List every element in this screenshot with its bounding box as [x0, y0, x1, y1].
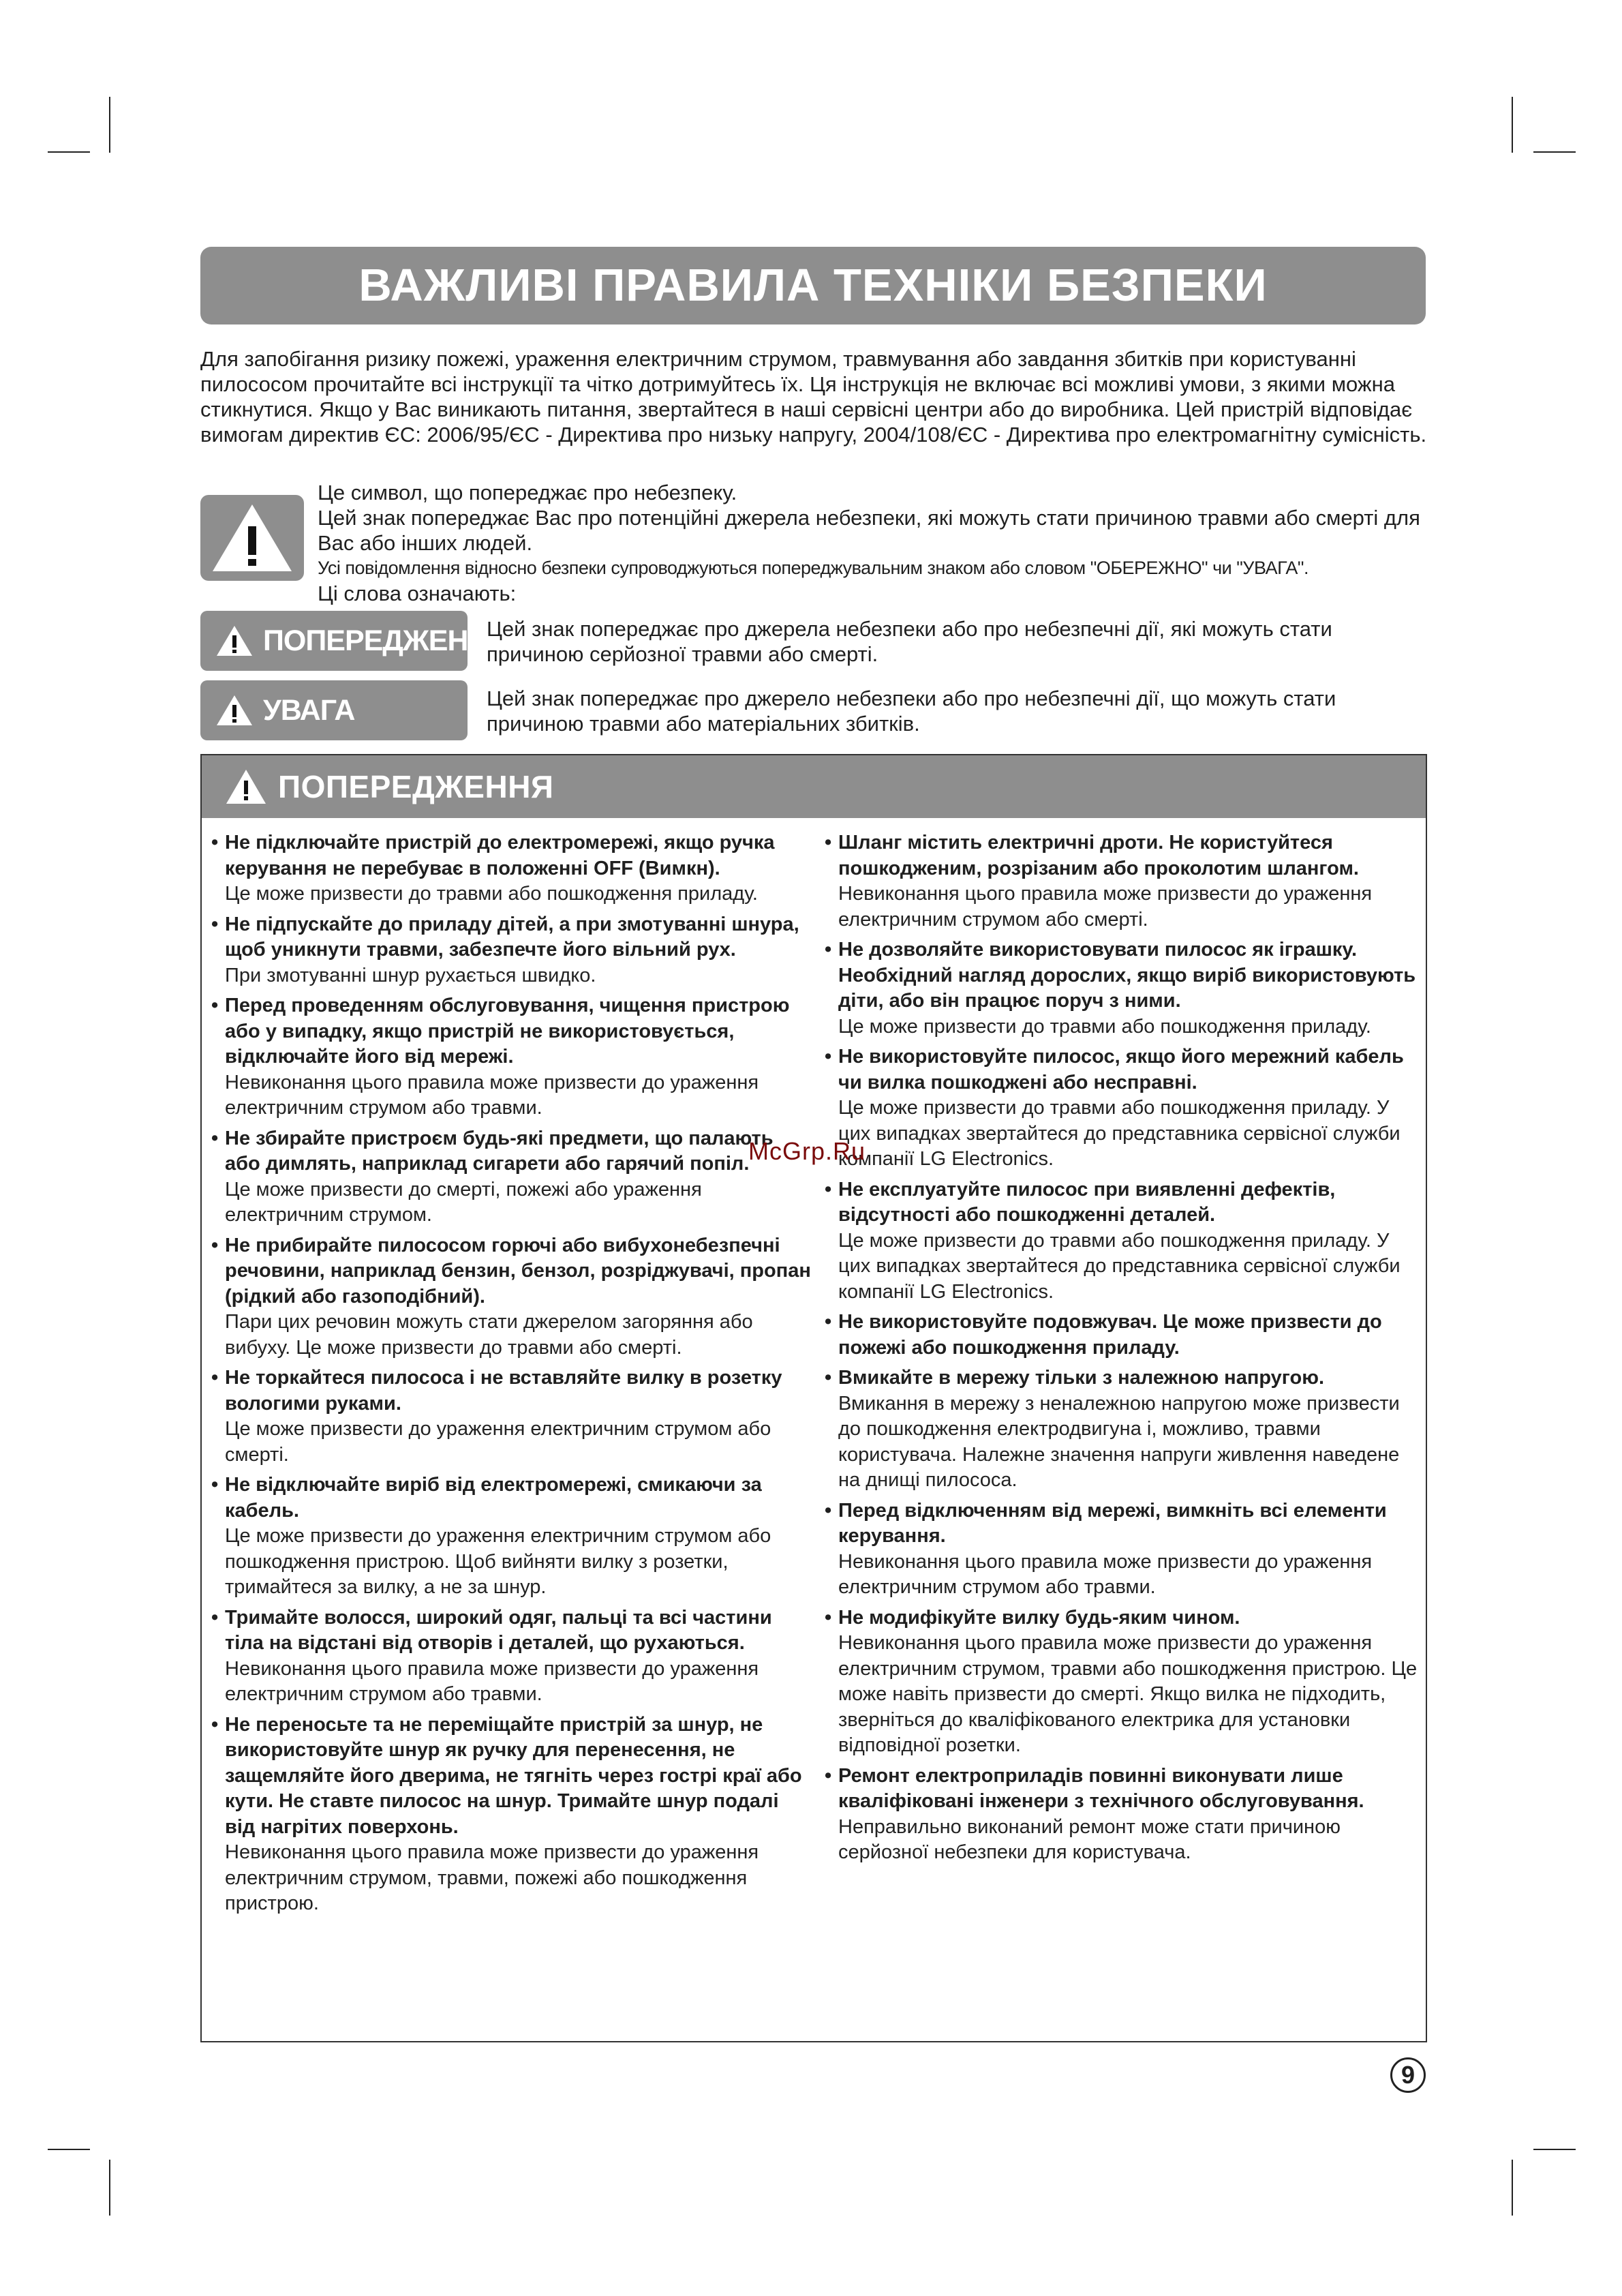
list-item: • Не переносьте та не переміщайте пристрій за шнур, не використовуйте шнур як ручку для перенесення, не защемляйте його дверима, не тягніть через гострі краї або кути. Не ставте пилосос на шнур. Тримайте шнур подалі від нагрітих поверхонь. Невиконання цього правила може призвести до ураження електричним струмом, травми, пожежі або пошкодження пристрою. [211, 1713, 802, 1914]
list-item: • Перед відключенням від мережі, вимкніть всі елементи керування. Невиконання цього правила може призвести до ураження електричним струмом або травми. [825, 1499, 1387, 1598]
crop-mark [1533, 151, 1576, 153]
symbol-explanation [318, 480, 1435, 606]
badge-label: ПОПЕРЕДЖЕННЯ [263, 624, 509, 657]
list-item: • Не експлуатуйте пилосос при виявленні дефектів, відсутності або пошкодженні деталей. Це може призвести до травми або пошкодження приладу. У цих випадках звертайтеся до представника сервісної служби компанії LG Electronics. [825, 1178, 1401, 1303]
list-item: • Не підключайте пристрій до електромережі, якщо ручка керування не перебуває в положенні OFF (Вимкн). Це може призвести до травми або пошкодження приладу. [211, 832, 775, 905]
symbol-line: Ці слова означають: [318, 581, 517, 605]
list-item: • Не торкайтеся пилососа і не вставляйте вилку в розетку вологими руками. Це може призвести до ураження електричним струмом або смерті. [211, 1367, 782, 1466]
crop-mark [109, 2160, 110, 2216]
watermark: McGrp.Ru [748, 1137, 866, 1165]
badge-description: Цей знак попереджає про джерело небезпеки або про небезпечні дії, що можуть стати причиною травми або матеріальних збитків. [487, 686, 1336, 736]
symbol-line: Це символ, що попереджає про небезпеку. [318, 481, 737, 504]
crop-mark [1533, 2149, 1576, 2150]
warning-column-left [210, 830, 811, 1922]
list-item: • Не відключайте виріб від електромережі, смикаючи за кабель. Це може призвести до ураження електричним струмом або пошкодження пристрою. Щоб вийняти вилку з розетки, тримайтеся за вилку, а не за шнур. [211, 1474, 771, 1598]
list-item: • Не прибирайте пилососом горючі або вибухонебезпечні речовини, наприклад бензин, бензол, розріджувачі, пропан (рідкий або газоподібний). Пари цих речовин можуть стати джерелом загоряння або вибуху. Це може призвести до травми або смерті. [211, 1234, 811, 1359]
badge-caution [200, 680, 468, 740]
badge-label: УВАГА [263, 693, 355, 727]
warning-section [200, 754, 1427, 2042]
crop-mark [1512, 97, 1513, 153]
list-item: • Не підпускайте до приладу дітей, а при змотуванні шнура, щоб уникнути травми, забезпечте його вільний рух. При змотуванні шнур рухається швидко. [211, 913, 799, 986]
warning-triangle-icon [215, 694, 254, 727]
list-item: • Тримайте волосся, широкий одяг, пальці та всі частини тіла на відстані від отворів і деталей, що рухаються. Невиконання цього правила може призвести до ураження електричним струмом або травми. [211, 1606, 772, 1705]
badge-description: Цей знак попереджає про джерела небезпеки або про небезпечні дії, які можуть стати причиною серйозної травми або смерті. [487, 617, 1332, 666]
symbol-line: Усі повідомлення відносно безпеки супроводжуються попереджувальним знаком або словом "ОБЕРЕЖНО" чи "УВАГА". [318, 558, 1309, 578]
crop-mark [48, 2149, 90, 2150]
list-item: • Перед проведенням обслуговування, чищення пристрою або у випадку, якщо пристрій не використовується, відключайте його від мережі. Невиконання цього правила може призвести до ураження електричним струмом або травми. [211, 995, 790, 1119]
warning-section-header [202, 755, 1426, 818]
badge-warning [200, 611, 509, 671]
crop-mark [1512, 2160, 1513, 2216]
page-number: 9 [1390, 2057, 1426, 2093]
list-item: • Не модифікуйте вилку будь-яким чином. Невиконання цього правила може призвести до ураження електричним струмом, травми або пошкодження пристрою. Це може навіть призвести до смерті. Якщо вилка не підходить, зверніться до кваліфікованого електрика для установки відповідної розетки. [825, 1606, 1418, 1756]
list-item: • Не використовуйте пилосос, якщо його мережний кабель чи вилка пошкоджені або несправні. Це може призвести до травми або пошкодження приладу. У цих випадках звертайтеся до представника сервісної служби компанії LG Electronics. [825, 1046, 1404, 1170]
intro-paragraph: Для запобігання ризику пожежі, ураження електричним струмом, травмування або завдання збитків при користуванні пилососом прочитайте всі інструкції та чітко дотримуйтесь їх. Ця інструкція не включає всі можливі умови, з якими можна стикнутися. Якщо у Вас виникають питання, звертайтеся в наші сервісні центри або до виробника. Цей пристрій відповідає вимогам директив ЄС: 2006/95/ЄС - Директива про низьку напругу, 2004/108/ЄС - Директива про електромагнітну сумісність. [200, 347, 1427, 447]
warning-column-right [823, 830, 1423, 1871]
warning-section-title: ПОПЕРЕДЖЕННЯ [278, 769, 554, 804]
crop-mark [48, 151, 90, 153]
list-item: • Не використовуйте подовжувач. Це може призвести до пожежі або пошкодження приладу. [825, 1311, 1382, 1359]
warning-triangle-icon [215, 624, 254, 657]
list-item: • Ремонт електроприладів повинні виконувати лише кваліфіковані інженери з технічного обслуговування. Неправильно виконаний ремонт може стати причиною серйозної небезпеки для користувача. [825, 1764, 1364, 1863]
list-item: • Не збирайте пристроєм будь-які предмети, що палають або димлять, наприклад сигарети або гарячий попіл. Це може призвести до смерті, пожежі або ураження електричним струмом. [211, 1127, 774, 1226]
warning-triangle-icon [225, 768, 267, 805]
list-item: • Шланг містить електричні дроти. Не користуйтеся пошкодженим, розрізаним або проколотим шлангом. Невиконання цього правила може призвести до ураження електричним струмом або смерті. [825, 832, 1373, 931]
symbol-line: Цей знак попереджає Вас про потенційні джерела небезпеки, які можуть стати причиною травми або смерті для Вас або інших людей. [318, 506, 1420, 555]
crop-mark [109, 97, 110, 153]
list-item: • Не дозволяйте використовувати пилосос як іграшку. Необхідний нагляд дорослих, якщо виріб використовують діти, або він працює поруч з ними. Це може призвести до травми або пошкодження приладу. [825, 939, 1416, 1038]
warning-triangle-icon [200, 495, 304, 581]
list-item: • Вмикайте в мережу тільки з належною напругою. Вмикання в мережу з неналежною напругою може призвести до пошкодження електродвигуна і, можливо, травми користувача. Належне значення напруги живлення наведене на днищі пилососа. [825, 1367, 1400, 1491]
page-title: ВАЖЛИВІ ПРАВИЛА ТЕХНІКИ БЕЗПЕКИ [200, 247, 1426, 324]
